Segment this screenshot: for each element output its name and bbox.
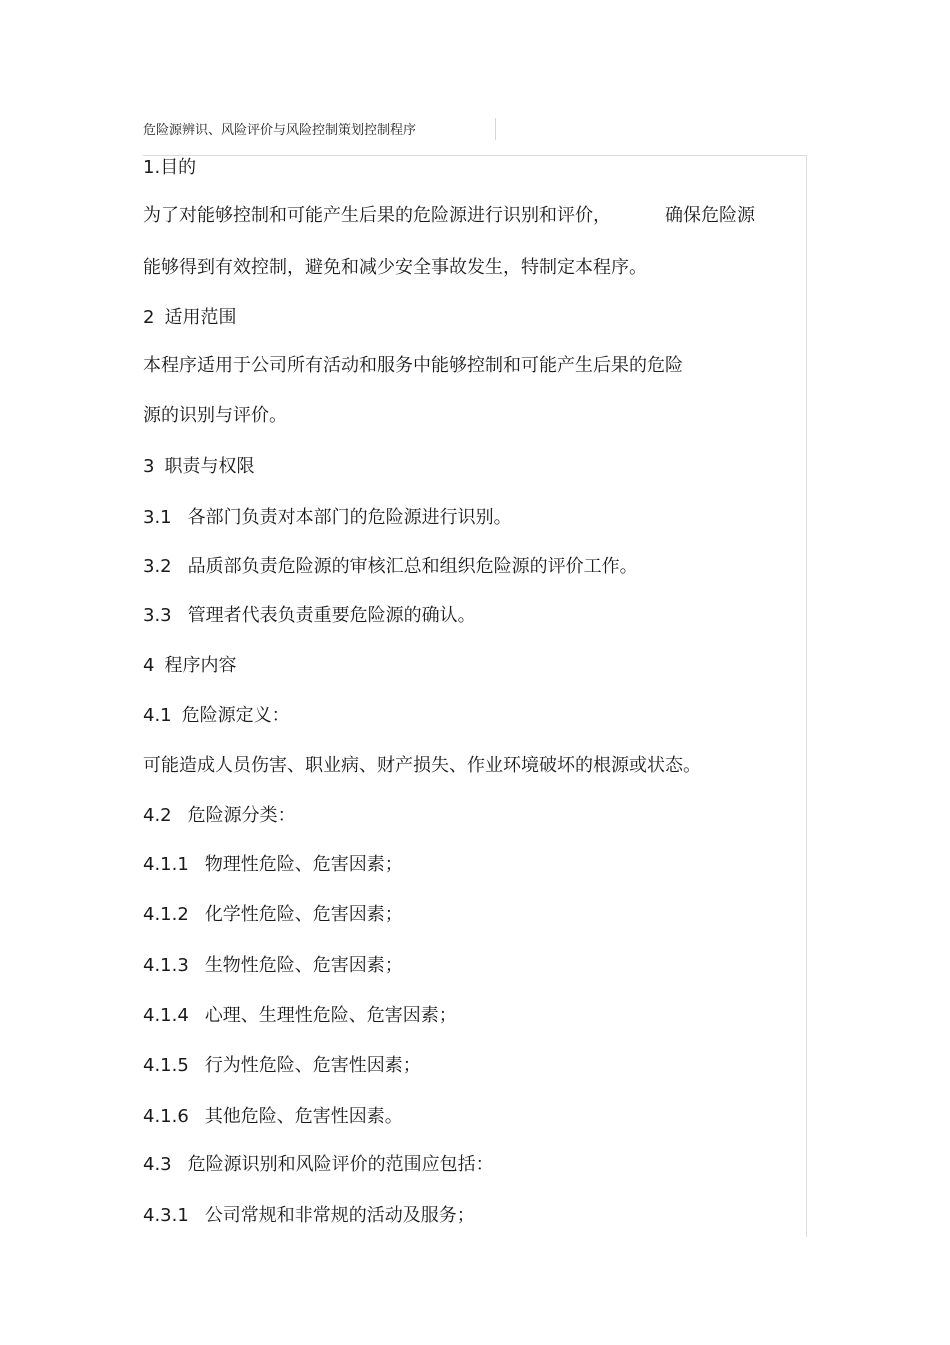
list-item	[143, 1204, 475, 1228]
list-item	[143, 1105, 403, 1129]
item-number: 4.1.6	[143, 1106, 189, 1127]
paragraph-line	[143, 404, 287, 428]
heading-purpose	[143, 156, 196, 180]
section-title: 程序内容	[164, 655, 237, 676]
section-title: 目的	[160, 157, 197, 178]
list-item	[143, 1054, 421, 1078]
item-text: 行为性危险、危害性因素；	[204, 1055, 421, 1076]
item-number: 4.1.2	[143, 904, 189, 925]
heading-scope	[143, 306, 236, 330]
paragraph-text: 源的识别与评价。	[143, 405, 287, 426]
item-number: 3.1	[143, 507, 172, 528]
paragraph-text: 为了对能够控制和可能产生后果的危险源进行识别和评价，	[143, 205, 611, 226]
item-text: 心理、生理性危险、危害因素；	[204, 1005, 457, 1026]
heading-procedure	[143, 654, 236, 678]
paragraph-text: 可能造成人员伤害、职业病、财产损失、作业环境破坏的根源或状态。	[143, 755, 701, 776]
item-text: 各部门负责对本部门的危险源进行识别。	[187, 507, 512, 528]
paragraph-line	[143, 354, 683, 378]
item-number: 4.1	[143, 705, 172, 726]
list-item	[143, 506, 512, 530]
list-item	[143, 903, 403, 927]
item-text: 公司常规和非常规的活动及服务；	[204, 1205, 475, 1226]
item-text: 危险源分类：	[187, 805, 296, 826]
header-divider	[495, 118, 496, 140]
item-number: 4.1.4	[143, 1005, 189, 1026]
item-number: 4.1.1	[143, 854, 189, 875]
list-item	[143, 704, 290, 728]
item-number: 3.3	[143, 605, 172, 626]
item-text: 其他危险、危害性因素。	[204, 1106, 403, 1127]
paragraph-text-tail: 确保危险源	[665, 205, 755, 226]
list-item	[143, 555, 638, 579]
item-text: 管理者代表负责重要危险源的确认。	[187, 605, 476, 626]
heading-responsibilities	[143, 455, 254, 479]
paragraph-line	[143, 256, 647, 280]
paragraph-line	[143, 754, 701, 778]
list-item	[143, 1153, 494, 1177]
item-text: 化学性危险、危害因素；	[204, 904, 403, 925]
item-text: 生物性危险、危害因素；	[204, 955, 403, 976]
item-number: 4.2	[143, 805, 172, 826]
section-title: 职责与权限	[164, 456, 255, 477]
item-number: 4.1.3	[143, 955, 189, 976]
running-header-title: 危险源辨识、风险评价与风险控制策划控制程序	[143, 123, 417, 138]
item-text: 物理性危险、危害因素；	[204, 854, 403, 875]
list-item	[143, 853, 403, 877]
item-text: 品质部负责危险源的审核汇总和组织危险源的评价工作。	[187, 556, 638, 577]
section-number: 4	[143, 655, 155, 676]
section-title: 适用范围	[164, 307, 237, 328]
section-number: 2	[143, 307, 155, 328]
item-number: 4.1.5	[143, 1055, 189, 1076]
paragraph-text: 本程序适用于公司所有活动和服务中能够控制和可能产生后果的危险	[143, 355, 683, 376]
list-item	[143, 954, 403, 978]
section-number: 1.	[143, 157, 161, 178]
item-text: 危险源定义：	[181, 705, 290, 726]
item-number: 4.3	[143, 1154, 172, 1175]
list-item	[143, 804, 296, 828]
paragraph-line	[143, 204, 755, 228]
item-number: 3.2	[143, 556, 172, 577]
section-number: 3	[143, 456, 155, 477]
paragraph-text: 能够得到有效控制，避免和减少安全事故发生，特制定本程序。	[143, 257, 647, 278]
item-text: 危险源识别和风险评价的范围应包括：	[187, 1154, 494, 1175]
item-number: 4.3.1	[143, 1205, 189, 1226]
list-item	[143, 604, 476, 628]
list-item	[143, 1004, 457, 1028]
